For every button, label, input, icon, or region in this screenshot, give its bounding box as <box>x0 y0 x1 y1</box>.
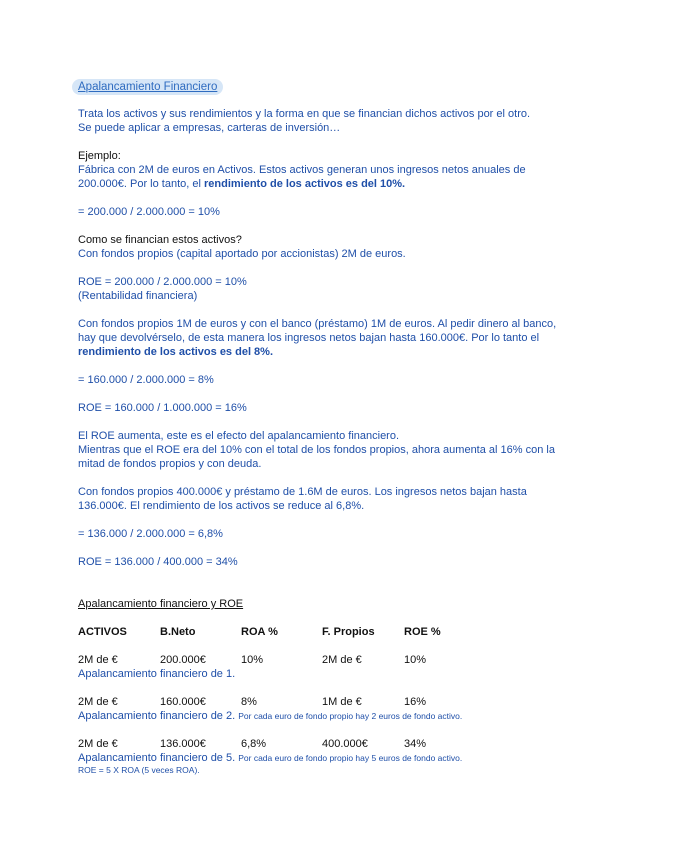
roe-formula: ROE = 200.000 / 2.000.000 = 10% <box>78 276 247 288</box>
column-header: ROA % <box>241 626 278 638</box>
row-note <box>78 667 464 681</box>
leverage-note-detail: Por cada euro de fondo propio hay 2 euros de fondo activo. <box>238 711 463 721</box>
table-cell: 10% <box>404 654 427 666</box>
row-note <box>78 709 464 723</box>
intro-line: Se puede aplicar a empresas, carteras de inversión… <box>78 122 341 134</box>
table-cell: 8% <box>241 696 257 708</box>
loan1-calc: = 160.000 / 2.000.000 = 8% <box>78 374 214 386</box>
loan1-line: Con fondos propios 1M de euros y con el banco (préstamo) 1M de euros. Al pedir dinero al banco, <box>78 318 557 330</box>
column-header: ACTIVOS <box>78 626 127 638</box>
table-cell: 10% <box>241 654 264 666</box>
table-cell: 400.000€ <box>322 738 368 750</box>
financing-paragraph <box>78 233 638 261</box>
row-extra-note <box>78 765 464 776</box>
table-cell: 2M de € <box>78 696 118 708</box>
table-cell: 34% <box>404 738 427 750</box>
row-note <box>78 751 464 765</box>
financing-question: Como se financian estos activos? <box>78 234 242 246</box>
table-cell: 1M de € <box>322 696 362 708</box>
loan1-roe: ROE = 160.000 / 1.000.000 = 16% <box>78 402 247 414</box>
effect-line: mitad de fondos propios y con deuda. <box>78 458 262 470</box>
leverage-note: Apalancamiento financiero de 2. <box>78 710 236 722</box>
column-header: F. Propios <box>322 626 375 638</box>
example-heading: Ejemplo: <box>78 150 121 162</box>
leverage-table <box>78 625 464 776</box>
effect-line: Mientras que el ROE era del 10% con el total de los fondos propios, ahora aumenta al 16% con la <box>78 444 555 456</box>
loan2-calc: = 136.000 / 2.000.000 = 6,8% <box>78 528 223 540</box>
loan2-paragraph <box>78 485 638 513</box>
intro-paragraph <box>78 107 638 135</box>
effect-line: El ROE aumenta, este es el efecto del apalancamiento financiero. <box>78 430 400 442</box>
loan2-line: 136.000€. El rendimiento de los activos se reduce al 6,8%. <box>78 500 365 512</box>
table-cell: 160.000€ <box>160 696 206 708</box>
loan1-line-bold: rendimiento de los activos es del 8%. <box>78 346 274 358</box>
roe-note: (Rentabilidad financiera) <box>78 290 198 302</box>
roe-paragraph <box>78 275 638 303</box>
loan2-line: Con fondos propios 400.000€ y préstamo de 1.6M de euros. Los ingresos netos bajan hasta <box>78 486 527 498</box>
column-header: ROE % <box>404 626 441 638</box>
table-row <box>78 695 464 709</box>
table-heading: Apalancamiento financiero y ROE <box>78 598 244 610</box>
loan2-roe: ROE = 136.000 / 400.000 = 34% <box>78 556 238 568</box>
table-cell: 2M de € <box>78 654 118 666</box>
table-cell: 2M de € <box>78 738 118 750</box>
table-header-row <box>78 625 464 639</box>
loan1-line: hay que devolvérselo, de esta manera los ingresos netos bajan hasta 160.000€. Por lo tanto el <box>78 332 540 344</box>
example-paragraph <box>78 149 638 191</box>
example-calc: = 200.000 / 2.000.000 = 10% <box>78 206 220 218</box>
column-header: B.Neto <box>160 626 196 638</box>
document-page <box>78 79 638 776</box>
roe-roa-note: ROE = 5 X ROA (5 veces ROA). <box>78 765 200 775</box>
loan1-paragraph <box>78 317 638 359</box>
table-cell: 6,8% <box>241 738 267 750</box>
leverage-note: Apalancamiento financiero de 1. <box>78 668 236 680</box>
leverage-note: Apalancamiento financiero de 5. <box>78 752 236 764</box>
example-line: Fábrica con 2M de euros en Activos. Estos activos generan unos ingresos netos anuales de <box>78 164 526 176</box>
table-cell: 16% <box>404 696 427 708</box>
table-row <box>78 653 464 667</box>
table-cell: 2M de € <box>322 654 362 666</box>
financing-answer: Con fondos propios (capital aportado por accionistas) 2M de euros. <box>78 248 406 260</box>
page-title: Apalancamiento Financiero <box>72 79 223 95</box>
leverage-note-detail: Por cada euro de fondo propio hay 5 euros de fondo activo. <box>238 753 463 763</box>
intro-line: Trata los activos y sus rendimientos y la forma en que se financian dichos activos por el otro. <box>78 108 531 120</box>
table-row <box>78 737 464 751</box>
example-line: 200.000€. Por lo tanto, el rendimiento de los activos es del 10%. <box>78 178 406 190</box>
table-cell: 200.000€ <box>160 654 206 666</box>
table-cell: 136.000€ <box>160 738 206 750</box>
effect-paragraph <box>78 429 638 471</box>
